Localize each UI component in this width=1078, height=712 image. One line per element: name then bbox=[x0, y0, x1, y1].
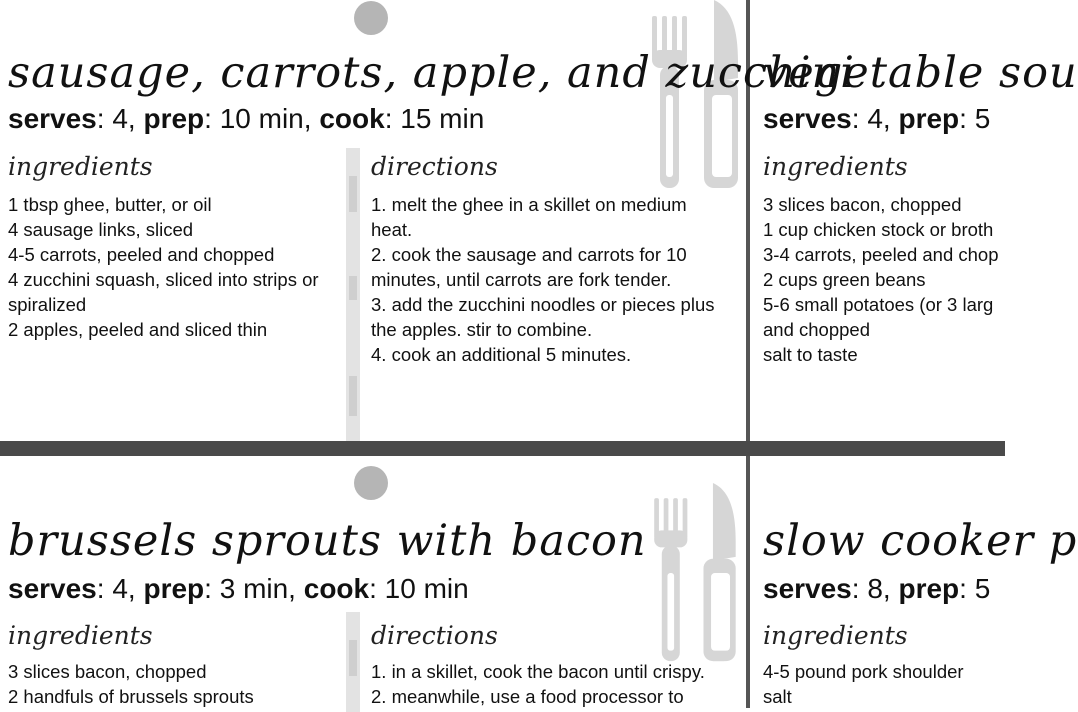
list-item: 4-5 pound pork shoulder bbox=[763, 661, 964, 682]
ingredients-list bbox=[763, 659, 1063, 709]
prep-label: prep bbox=[143, 573, 205, 604]
list-item: 1 cup chicken stock or broth bbox=[763, 219, 994, 240]
ingredients-list bbox=[8, 192, 343, 342]
directions-heading: directions bbox=[371, 152, 498, 181]
serves-value: : 8, bbox=[851, 573, 899, 604]
list-item: 3. add the zucchini noodles or pieces plus the apples. stir to combine. bbox=[371, 294, 715, 340]
list-item: 2. cook the sausage and carrots for 10 minutes, until carrots are fork tender. bbox=[371, 244, 687, 290]
recipe-card-vegetable-soup bbox=[750, 0, 1078, 441]
list-item: 2 apples, peeled and sliced thin bbox=[8, 319, 268, 340]
cook-value: : 10 min bbox=[369, 573, 469, 604]
list-item: 1 tbsp ghee, butter, or oil bbox=[8, 194, 212, 215]
column-divider bbox=[346, 148, 360, 441]
list-item: 2. meanwhile, use a food processor to bbox=[371, 686, 684, 707]
fork-and-knife-icon bbox=[648, 483, 740, 663]
list-item: 3 slices bacon, chopped bbox=[8, 661, 207, 682]
list-item: 4. cook an additional 5 minutes. bbox=[371, 344, 632, 365]
serves-value: : 4, bbox=[851, 103, 899, 134]
list-item: 2 handfuls of brussels sprouts bbox=[8, 686, 254, 707]
column-divider bbox=[346, 612, 360, 712]
prep-label: prep bbox=[143, 103, 205, 134]
recipe-title: slow cooker p bbox=[763, 516, 1078, 566]
prep-value: : 5 bbox=[959, 573, 991, 604]
horizontal-cut-line bbox=[0, 441, 1005, 456]
list-item: salt bbox=[763, 686, 792, 707]
directions-list bbox=[371, 659, 716, 709]
punch-hole-icon bbox=[354, 1, 388, 35]
cook-value: : 15 min bbox=[384, 103, 485, 134]
recipe-title: vegetable sou bbox=[763, 48, 1078, 98]
list-item: 3 slices bacon, chopped bbox=[763, 194, 962, 215]
recipe-title: brussels sprouts with bacon bbox=[8, 516, 647, 566]
serves-value: : 4, bbox=[96, 103, 144, 134]
recipe-card-slow-cooker-pork bbox=[750, 456, 1078, 708]
ingredients-heading: ingredients bbox=[8, 621, 153, 650]
list-item: and chopped bbox=[763, 319, 870, 340]
ingredients-list bbox=[763, 192, 1063, 367]
directions-heading: directions bbox=[371, 621, 498, 650]
cook-label: cook bbox=[303, 573, 370, 604]
list-item: salt to taste bbox=[763, 344, 858, 365]
prep-value: : 10 min, bbox=[204, 103, 320, 134]
serves-label: serves bbox=[8, 103, 97, 134]
ingredients-heading: ingredients bbox=[8, 152, 153, 181]
prep-label: prep bbox=[898, 573, 960, 604]
ingredients-list bbox=[8, 659, 343, 709]
cook-label: cook bbox=[319, 103, 385, 134]
serves-value: : 4, bbox=[96, 573, 144, 604]
list-item: 4 sausage links, sliced bbox=[8, 219, 194, 240]
ingredients-heading: ingredients bbox=[763, 621, 908, 650]
recipe-meta bbox=[763, 573, 990, 605]
recipe-meta bbox=[763, 103, 990, 135]
list-item: 5-6 small potatoes (or 3 larg bbox=[763, 294, 994, 315]
list-item: 1. melt the ghee in a skillet on medium heat. bbox=[371, 194, 687, 240]
list-item: 2 cups green beans bbox=[763, 269, 926, 290]
serves-label: serves bbox=[763, 573, 852, 604]
directions-list bbox=[371, 192, 716, 367]
list-item: 4 zucchini squash, sliced into strips or spiralized bbox=[8, 269, 319, 315]
punch-hole-icon bbox=[354, 466, 388, 500]
recipe-meta bbox=[8, 103, 484, 135]
list-item: 3-4 carrots, peeled and chop bbox=[763, 244, 999, 265]
ingredients-heading: ingredients bbox=[763, 152, 908, 181]
list-item: 4-5 carrots, peeled and chopped bbox=[8, 244, 275, 265]
prep-label: prep bbox=[898, 103, 960, 134]
list-item: 1. in a skillet, cook the bacon until crispy. bbox=[371, 661, 705, 682]
recipe-card-brussels-sprouts bbox=[0, 456, 746, 708]
prep-value: : 3 min, bbox=[204, 573, 304, 604]
recipe-title: sausage, carrots, apple, and zucchini bbox=[8, 48, 855, 98]
serves-label: serves bbox=[763, 103, 852, 134]
recipe-meta bbox=[8, 573, 469, 605]
prep-value: : 5 bbox=[959, 103, 991, 134]
serves-label: serves bbox=[8, 573, 97, 604]
